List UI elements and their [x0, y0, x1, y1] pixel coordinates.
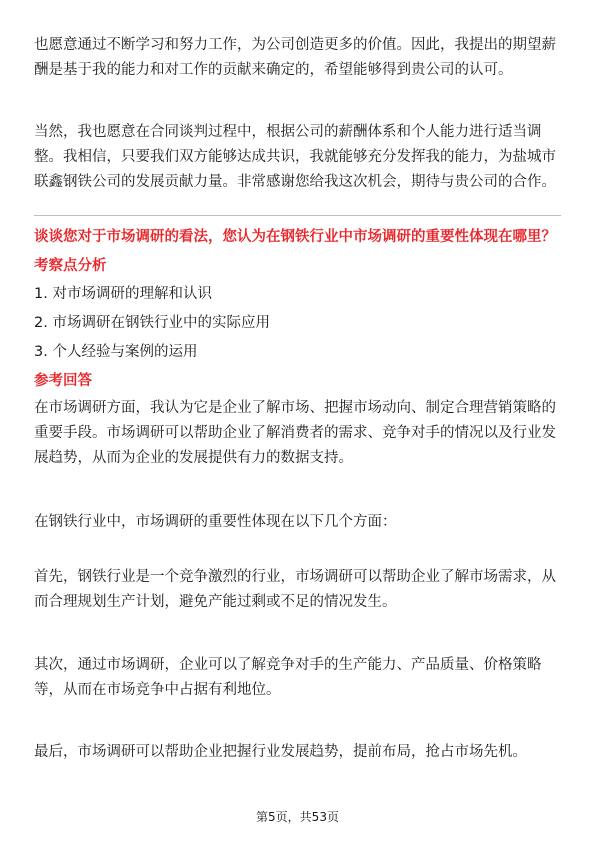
answer-title: 参考回答: [34, 373, 92, 389]
answer-paragraph-1: 在市场调研方面，我认为它是企业了解市场、把握市场动向、制定合理营销策略的重要手段。市场调研可以帮助企业了解消费者的需求、竞争对手的情况以及行业发展趋势，从而为企业的发展提供有力的数据支持。: [34, 400, 556, 466]
answer-paragraph-4: 其次，通过市场调研，企业可以了解竞争对手的生产能力、产品质量、价格策略等，从而在市场竞争中占据有利地位。: [34, 657, 542, 698]
analysis-title: 考察点分析: [34, 258, 107, 274]
intro-paragraph-1: 也愿意通过不断学习和努力工作，为公司创造更多的价值。因此，我提出的期望薪酬是基于我的能力和对工作的贡献来确定的，希望能够得到贵公司的认可。: [34, 37, 556, 78]
analysis-item-3: 3. 个人经验与案例的运用: [34, 344, 198, 360]
page-number: 第5页，共53页: [256, 810, 339, 824]
section-divider: [34, 215, 561, 216]
analysis-item-2: 2. 市场调研在钢铁行业中的实际应用: [34, 315, 270, 331]
intro-paragraph-2: 当然，我也愿意在合同谈判过程中，根据公司的薪酬体系和个人能力进行适当调整。我相信，只要我们双方能够达成共识，我就能够充分发挥我的能力，为盐城市联鑫钢铁公司的发展贡献力量。非常感谢您给我这次机会，期待与贵公司的合作。: [34, 124, 556, 190]
analysis-item-1: 1. 对市场调研的理解和认识: [34, 286, 212, 302]
interview-question: 谈谈您对于市场调研的看法，您认为在钢铁行业中市场调研的重要性体现在哪里？: [34, 229, 556, 245]
answer-paragraph-2: 在钢铁行业中，市场调研的重要性体现在以下几个方面：: [34, 514, 397, 530]
answer-paragraph-5: 最后，市场调研可以帮助企业把握行业发展趋势，提前布局，抢占市场先机。: [34, 744, 527, 760]
answer-paragraph-3: 首先，钢铁行业是一个竞争激烈的行业，市场调研可以帮助企业了解市场需求，从而合理规划生产计划，避免产能过剩或不足的情况发生。: [34, 569, 556, 610]
